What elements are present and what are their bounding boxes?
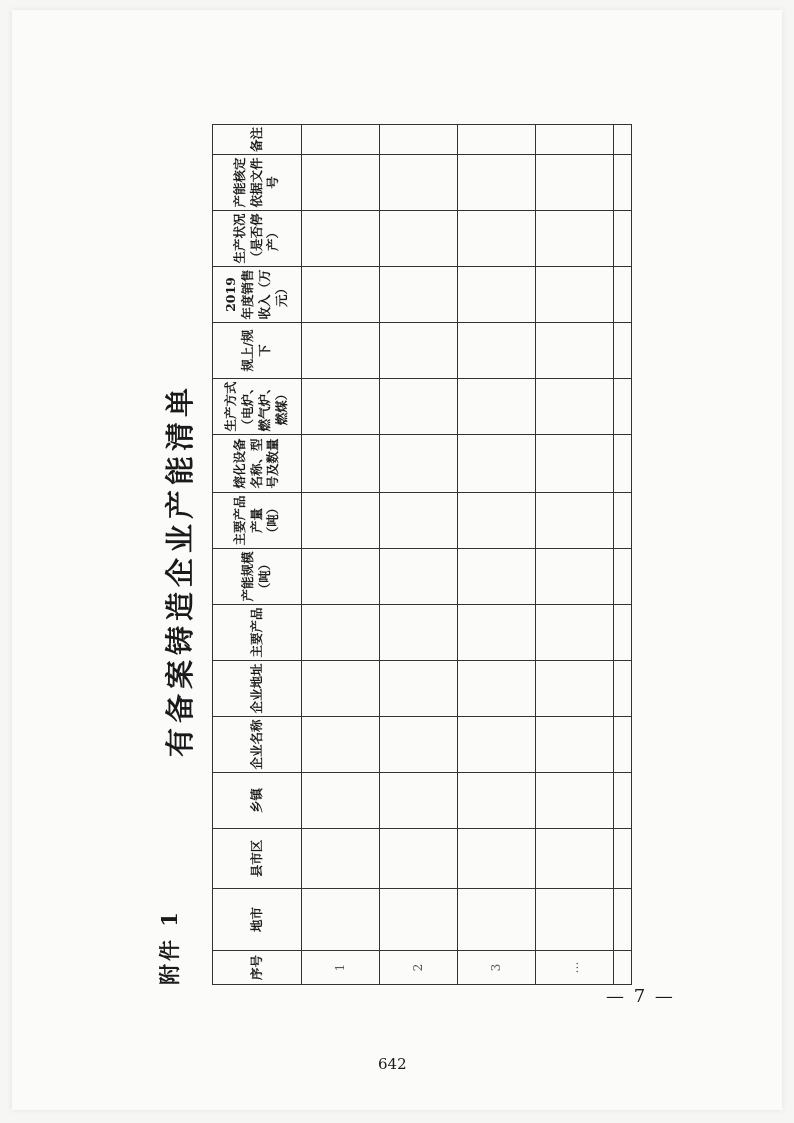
table-cell xyxy=(302,661,380,717)
row-index xyxy=(613,951,631,985)
table-cell xyxy=(379,773,457,829)
table-cell xyxy=(535,125,613,155)
table-cell xyxy=(535,493,613,549)
table-cell xyxy=(302,493,380,549)
table-cell xyxy=(302,211,380,267)
table-cell xyxy=(535,155,613,211)
table-cell xyxy=(302,829,380,889)
table-cell xyxy=(613,211,631,267)
table-cell xyxy=(613,155,631,211)
table-cell xyxy=(613,125,631,155)
table-cell xyxy=(457,605,535,661)
table-cell xyxy=(457,717,535,773)
table-cell xyxy=(457,661,535,717)
table-cell xyxy=(302,267,380,323)
table-cell xyxy=(613,493,631,549)
table-cell xyxy=(379,493,457,549)
row-index: … xyxy=(535,951,613,985)
table-cell xyxy=(379,267,457,323)
table-cell xyxy=(613,889,631,951)
table-row xyxy=(302,125,380,985)
table-cell xyxy=(613,379,631,435)
table-cell xyxy=(535,549,613,605)
table-cell xyxy=(302,889,380,951)
header-capacity: 产能规模（吨） xyxy=(213,549,302,605)
table-cell xyxy=(302,549,380,605)
capacity-table-container xyxy=(212,126,632,985)
table-cell xyxy=(457,829,535,889)
table-cell xyxy=(457,493,535,549)
table-cell xyxy=(457,379,535,435)
row-index: 1 xyxy=(302,951,380,985)
table-cell xyxy=(535,773,613,829)
header-capacity-document: 产能核定依据文件号 xyxy=(213,155,302,211)
table-cell xyxy=(535,605,613,661)
table-cell xyxy=(457,323,535,379)
capacity-table xyxy=(212,124,632,985)
table-cell xyxy=(302,605,380,661)
table-row xyxy=(457,125,535,985)
table-row xyxy=(535,125,613,985)
header-company-address: 企业地址 xyxy=(213,661,302,717)
table-cell xyxy=(457,267,535,323)
table-cell xyxy=(379,379,457,435)
table-cell xyxy=(613,267,631,323)
header-production-status: 生产状况（是否停产） xyxy=(213,211,302,267)
table-cell xyxy=(302,773,380,829)
row-index: 2 xyxy=(379,951,457,985)
table-row xyxy=(613,125,631,985)
table-cell xyxy=(535,829,613,889)
header-city: 地市 xyxy=(213,889,302,951)
table-cell xyxy=(535,889,613,951)
table-cell xyxy=(302,717,380,773)
table-cell xyxy=(379,889,457,951)
table-cell xyxy=(302,125,380,155)
header-scale: 规上/规下 xyxy=(213,323,302,379)
table-cell xyxy=(613,323,631,379)
table-header-row xyxy=(213,125,302,985)
table-cell xyxy=(457,773,535,829)
header-melting-equipment: 熔化设备名称、型号及数量 xyxy=(213,435,302,493)
table-cell xyxy=(379,155,457,211)
table-cell xyxy=(457,549,535,605)
header-production-method: 生产方式（电炉、燃气炉、燃煤） xyxy=(213,379,302,435)
scan-page-number: 642 xyxy=(378,1055,407,1073)
header-index: 序号 xyxy=(213,951,302,985)
table-cell xyxy=(535,661,613,717)
table-cell xyxy=(379,435,457,493)
table-cell xyxy=(535,267,613,323)
table-cell xyxy=(535,435,613,493)
attachment-label: 附件 1 xyxy=(157,909,182,985)
header-main-product: 主要产品 xyxy=(213,605,302,661)
table-cell xyxy=(613,829,631,889)
table-cell xyxy=(613,661,631,717)
table-cell xyxy=(535,323,613,379)
table-cell xyxy=(379,661,457,717)
header-output: 主要产品产量（吨） xyxy=(213,493,302,549)
page-number: — 7 — xyxy=(606,986,675,1007)
header-county: 县市区 xyxy=(213,829,302,889)
row-index: 3 xyxy=(457,951,535,985)
table-cell xyxy=(379,829,457,889)
table-cell xyxy=(613,549,631,605)
document-title: 有备案铸造企业产能清单 xyxy=(163,383,197,758)
table-cell xyxy=(379,125,457,155)
table-cell xyxy=(379,605,457,661)
header-remarks: 备注 xyxy=(213,125,302,155)
header-company-name: 企业名称 xyxy=(213,717,302,773)
table-cell xyxy=(457,211,535,267)
table-cell xyxy=(535,379,613,435)
table-cell xyxy=(379,717,457,773)
table-cell xyxy=(613,435,631,493)
table-cell xyxy=(379,211,457,267)
header-sales-revenue: 2019 年度销售收入（万元） xyxy=(213,267,302,323)
rotated-content xyxy=(150,126,630,985)
table-cell xyxy=(457,889,535,951)
table-cell xyxy=(613,605,631,661)
header-town: 乡镇 xyxy=(213,773,302,829)
table-cell xyxy=(302,379,380,435)
table-cell xyxy=(379,323,457,379)
table-cell xyxy=(302,323,380,379)
table-cell xyxy=(457,125,535,155)
table-cell xyxy=(613,773,631,829)
table-cell xyxy=(535,211,613,267)
table-cell xyxy=(535,717,613,773)
table-cell xyxy=(302,155,380,211)
table-row xyxy=(379,125,457,985)
table-cell xyxy=(302,435,380,493)
table-cell xyxy=(613,717,631,773)
table-cell xyxy=(379,549,457,605)
table-cell xyxy=(457,435,535,493)
table-cell xyxy=(457,155,535,211)
